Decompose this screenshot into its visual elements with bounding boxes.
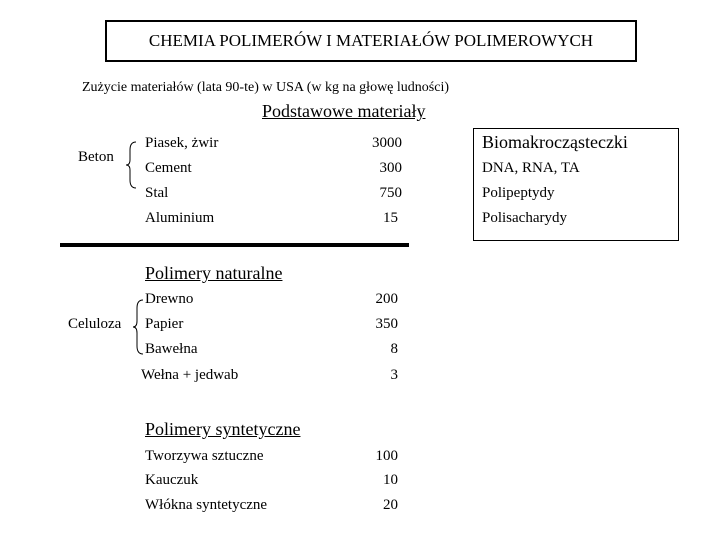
biomacro-item: Polipeptydy xyxy=(482,185,555,201)
biomacro-heading: Biomakrocząsteczki xyxy=(482,132,628,152)
basic-materials-heading: Podstawowe materiały xyxy=(262,101,426,121)
synthetic-item-name: Tworzywa sztuczne xyxy=(145,448,264,464)
synthetic-item-value: 10 xyxy=(383,472,398,488)
synthetic-item-value: 100 xyxy=(375,448,398,464)
basic-item-value: 300 xyxy=(379,160,402,176)
celuloza-group-label: Celuloza xyxy=(68,316,122,332)
natural-item-value: 3 xyxy=(390,367,398,383)
synthetic-item-name: Kauczuk xyxy=(145,472,199,488)
biomacro-item: Polisacharydy xyxy=(482,210,567,226)
beton-group-label: Beton xyxy=(78,149,114,165)
basic-item-name: Aluminium xyxy=(145,210,215,226)
slide-subtitle: Zużycie materiałów (lata 90-te) w USA (w kg na głowę ludności) xyxy=(82,80,450,95)
synthetic-polymers-heading: Polimery syntetyczne xyxy=(145,419,301,439)
natural-item-name: Wełna + jedwab xyxy=(141,367,239,383)
biomacro-item: DNA, RNA, TA xyxy=(482,160,580,176)
natural-item-name: Papier xyxy=(145,316,184,332)
basic-item-name: Stal xyxy=(145,185,169,201)
celuloza-brace xyxy=(131,298,145,356)
basic-item-name: Piasek, żwir xyxy=(145,135,219,151)
natural-item-value: 350 xyxy=(375,316,398,332)
natural-item-value: 8 xyxy=(390,341,398,357)
slide-title: CHEMIA POLIMERÓW I MATERIAŁÓW POLIMEROWYCH xyxy=(105,20,637,62)
section-divider xyxy=(60,243,409,247)
natural-item-name: Bawełna xyxy=(145,341,198,357)
basic-item-value: 3000 xyxy=(372,135,402,151)
synthetic-item-name: Włókna syntetyczne xyxy=(145,497,268,513)
natural-item-name: Drewno xyxy=(145,291,194,307)
beton-brace xyxy=(124,140,138,190)
basic-item-name: Cement xyxy=(145,160,192,176)
basic-item-value: 750 xyxy=(379,185,402,201)
basic-item-value: 15 xyxy=(383,210,398,226)
natural-polymers-heading: Polimery naturalne xyxy=(145,263,283,283)
synthetic-item-value: 20 xyxy=(383,497,398,513)
natural-item-value: 200 xyxy=(375,291,398,307)
